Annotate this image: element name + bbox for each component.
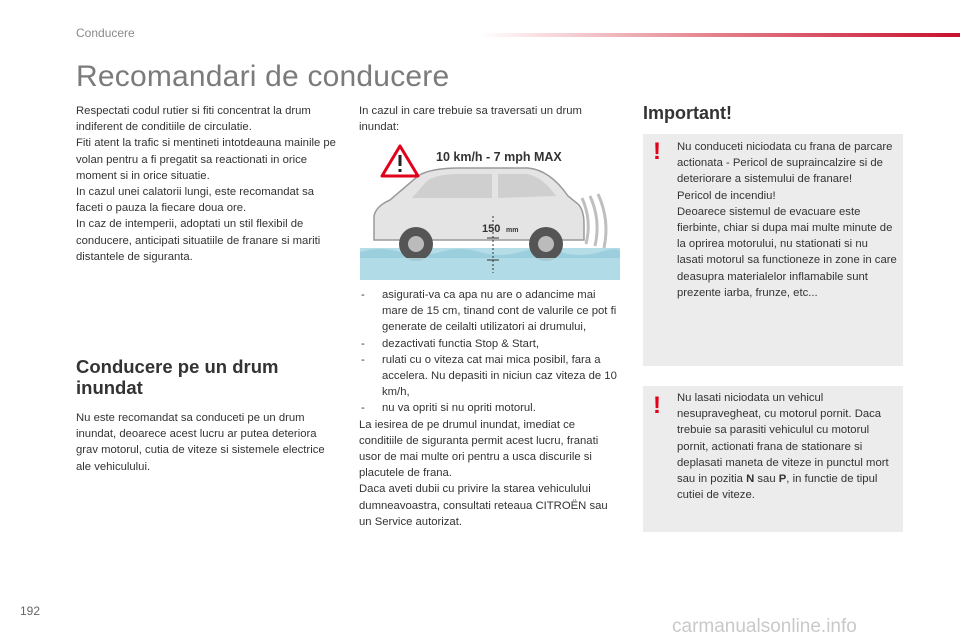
- intro-paragraph: Fiti atent la trafic si mentineti intotdeauna mainile pe volan pentru a fi pregatit sa reactionati in orice moment si in orice situatie.: [76, 137, 336, 182]
- important-heading: Important!: [643, 103, 732, 123]
- exclamation-icon: !: [653, 392, 661, 419]
- gear-p-label: P: [778, 473, 787, 486]
- notice-text: Pericol de incendiu!: [677, 189, 776, 202]
- depth-value: 150: [482, 223, 501, 235]
- page-title: Recomandari de conducere: [76, 60, 450, 93]
- water-front: [360, 258, 620, 280]
- notice-text-part: , in functie de tipul cutiei de viteze.: [677, 473, 878, 502]
- intro-paragraph: In caz de intemperii, adoptati un stil flexibil de conducere, anticipati situatiile de franare si mariti distantele de siguranta.: [76, 218, 321, 263]
- notice-box-unattended: [643, 386, 903, 532]
- flooded-road-paragraph: Nu este recomandat sa conduceti pe un drum inundat, deoarece acest lucru ar putea deteriora grav motorul, cutia de viteze si sistemele electrice ale vehiculului.: [76, 412, 325, 473]
- list-item: - dezactivati functia Stop & Start,: [359, 336, 621, 352]
- middle-lead-text: [359, 103, 621, 135]
- intro-paragraph: In cazul unei calatorii lungi, este recomandat sa faceti o pauza la fiecare doua ore.: [76, 186, 314, 215]
- closing-paragraph: La iesirea de pe drumul inundat, imediat ce conditiile de siguranta permit acest lucru, franati usor de mai multe ori pentru a usca discurile si placutele de frana.: [359, 418, 599, 480]
- intro-paragraph: Respectati codul rutier si fiti concentrat la drum indiferent de conditiile de circulatie.: [76, 105, 311, 134]
- notice-text: Deoarece sistemul de evacuare este fierbinte, chiar si dupa mai multe minute de la oprirea motorului, nu stationati si nu lasati motorul sa functioneze in zone in care deasupra materialelor inflamabile sunt prezente iarba, frunze, etc...: [677, 205, 897, 299]
- notice-text: Nu conduceti niciodata cu frana de parcare actionata - Pericol de supraincalzire si de deteriorare a sistemului de franare!: [677, 141, 893, 186]
- section-label: Conducere: [76, 26, 135, 40]
- exclamation-icon: !: [653, 138, 661, 165]
- intro-text: [76, 103, 342, 265]
- instruction-list: [359, 287, 621, 417]
- flooded-road-text: [76, 410, 326, 475]
- watermark: carmanualsonline.info: [672, 616, 857, 637]
- flooded-road-illustration: [360, 140, 620, 280]
- closing-paragraph: Daca aveti dubii cu privire la starea vehiculului dumneavoastra, consultati reteaua CITROËN sau un Service autorizat.: [359, 483, 608, 528]
- list-item: - asigurati-va ca apa nu are o adancime mai mare de 15 cm, tinand cont de valurile ce pot fi generate de ceilalti utilizatori ai drumului,: [359, 287, 621, 336]
- notice-text: [677, 390, 897, 503]
- middle-lead: In cazul in care trebuie sa traversati un drum inundat:: [359, 105, 582, 134]
- page-number: 192: [20, 604, 41, 618]
- header-accent-bar: [480, 33, 960, 37]
- notice-text-part: sau: [754, 473, 779, 486]
- flood-instructions: [359, 287, 621, 530]
- gear-n-label: N: [746, 473, 755, 486]
- list-item: - rulati cu o viteza cat mai mica posibil, fara a accelera. Nu depasiti in niciun caz viteza de 10 km/h,: [359, 352, 621, 401]
- notice-box-parking-brake: [643, 134, 903, 366]
- list-item: - nu va opriti si nu opriti motorul.: [359, 400, 621, 416]
- flooded-road-heading: Conducere pe un drum inundat: [76, 356, 279, 398]
- notice-text-part: Nu lasati niciodata un vehicul nesupravegheat, cu motorul pornit. Daca trebuie sa parasiti vehiculul cu motorul pornit, actionati frana de stationare si deplasati maneta de viteze in punctul mort sau in pozitia: [677, 392, 889, 486]
- depth-unit: mm: [506, 227, 519, 234]
- speed-limit-label: 10 km/h - 7 mph MAX: [436, 150, 562, 164]
